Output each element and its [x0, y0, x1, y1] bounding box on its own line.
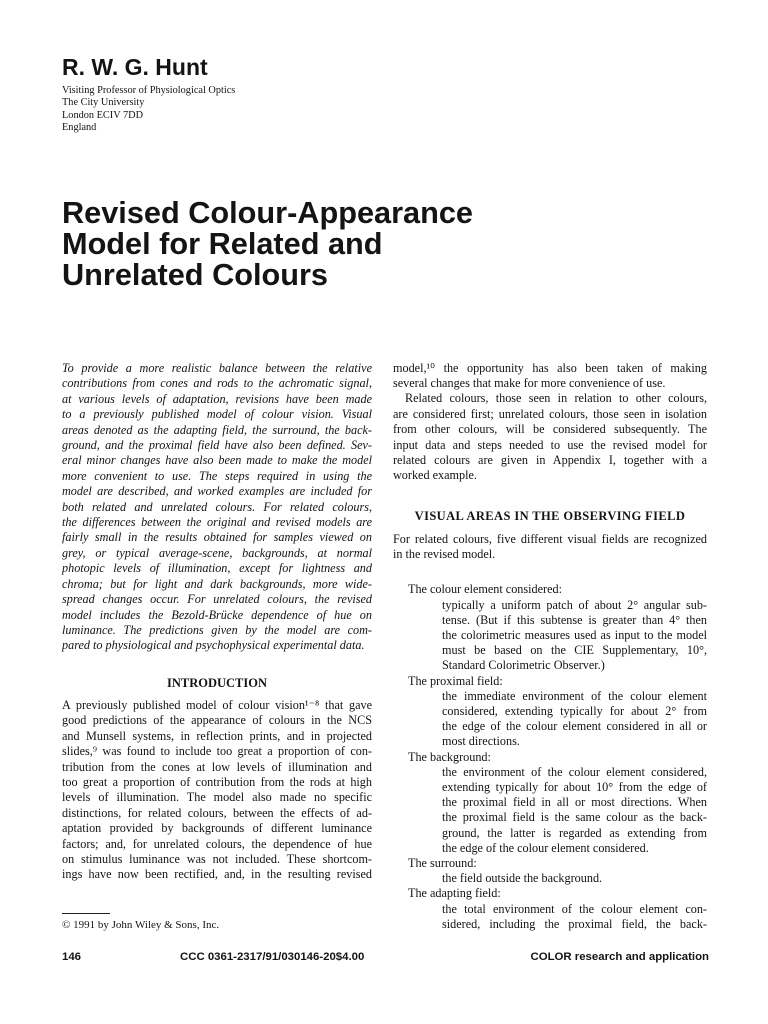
definition-line: the edge of the colour element considered in all or: [442, 719, 707, 734]
definition-line: sidered, including the proximal field, the back-: [442, 916, 707, 931]
field-term: The surround:: [408, 856, 477, 871]
paragraph: [62, 698, 372, 883]
definition-line: the environment of the colour element considered,: [442, 764, 707, 779]
text-line: To provide a more realistic balance between the relative: [62, 361, 372, 375]
footnote-copyright: © 1991 by John Wiley & Sons, Inc.: [62, 918, 220, 931]
text-line: contributions from cones and rods to the achromatic signal,: [62, 376, 372, 391]
text-line: in the revised model.: [393, 547, 496, 562]
text-line: chroma; but for light and dark backgrounds, more wide-: [62, 576, 372, 591]
text-line: related colours are given in Appendix I, together with a: [393, 452, 707, 467]
field-definition: [393, 902, 707, 932]
text-line: levels of illumination. The model also made no specific: [62, 790, 372, 805]
field-definition: [393, 765, 707, 856]
definition-line: considered, extending typically for about 2° from: [442, 704, 707, 719]
definition-line: most directions.: [442, 734, 520, 749]
definition-line: the proximal field is the same colour as the back-: [442, 810, 707, 825]
text-line: photopic levels of illumination, except for lightness and: [62, 561, 372, 576]
text-line: ings have now been rectified, and, in the resulting revised: [62, 867, 372, 882]
text-line: spread changes occur. For unrelated colours, the revised: [62, 592, 372, 607]
author-affiliation: [62, 85, 235, 135]
affiliation-line: England: [62, 122, 97, 134]
affiliation-line: The City University: [62, 97, 145, 109]
text-line: model includes the Bezold-Brücke dependence of hue on: [62, 607, 372, 622]
field-term: The proximal field:: [408, 673, 503, 688]
text-line: factors; and, for unrelated colours, the dependence of hue: [62, 836, 372, 851]
definition-line: the immediate environment of the colour element: [442, 688, 707, 703]
paragraph: [393, 391, 707, 483]
article-code: CCC 0361-2317/91/030146-20$4.00: [180, 950, 365, 963]
field-definition: [393, 689, 707, 750]
text-line: both related and unrelated colours. For related colours,: [62, 499, 372, 514]
abstract: [62, 361, 372, 654]
text-line: tribution from the cones at low levels of illumination and: [62, 759, 372, 774]
author-name: R. W. G. Hunt: [62, 54, 208, 80]
article-title: [62, 197, 473, 290]
definition-line: tense. (But if this subtense is greater than 4° then: [442, 612, 707, 627]
text-line: model,¹⁰ the opportunity has also been taken of making: [393, 360, 707, 375]
title-line: Unrelated Colours: [62, 257, 328, 292]
introduction-text: [62, 698, 372, 883]
text-line: model are described, and worked examples are included for: [62, 484, 372, 499]
field-term: The colour element considered:: [408, 582, 562, 597]
definition-line: typically a uniform patch of about 2° angular sub-: [442, 597, 707, 612]
text-line: eral minor changes have also been made to make the model: [62, 453, 372, 468]
text-line: the differences between the original and revised models are: [62, 515, 372, 530]
affiliation-line: Visiting Professor of Physiological Optics: [62, 85, 236, 96]
text-line: more convenient to use. The steps required in using the: [62, 468, 372, 483]
text-line: distinctions, for related colours, between the effects of ad-: [62, 805, 372, 820]
paragraph: [62, 361, 372, 654]
definition-line: extending typically for about 10° from the edge of: [442, 780, 707, 795]
text-line: ground, and the proximal field have also been defined. Sev-: [62, 438, 372, 453]
text-line: areas denoted as the adapting field, the surround, the back-: [62, 422, 372, 437]
page-number: 146: [62, 950, 82, 963]
paragraph: [393, 361, 707, 392]
text-line: from other colours, will be considered subsequently. The: [393, 422, 707, 437]
text-line: A previously published model of colour vision¹⁻⁸ that gave: [62, 698, 372, 712]
definition-line: the edge of the colour element considered.: [442, 840, 649, 855]
text-line: to a previously published model of colour vision. Visual: [62, 407, 372, 422]
field-term: The adapting field:: [408, 886, 501, 901]
paragraph: [393, 532, 707, 563]
text-line: at various levels of adaptation, revisions have been made: [62, 391, 372, 406]
definition-line: Standard Colorimetric Observer.): [442, 658, 605, 673]
text-line: on stimulus luminance was not included. These shortcom-: [62, 852, 372, 867]
text-line: good predictions of the appearance of colours in the NCS: [62, 713, 372, 728]
text-line: too great a proportion of contribution from the rods at high: [62, 775, 372, 790]
section-heading-introduction: INTRODUCTION: [166, 676, 267, 690]
title-line: Model for Related and: [62, 226, 383, 261]
field-definition: [393, 598, 707, 674]
field-term: The background:: [408, 749, 491, 764]
text-line: aptation provided by backgrounds of different luminance: [62, 821, 372, 836]
text-line: input data and steps needed to use the revised model for: [393, 437, 707, 452]
text-line: grey, or typical average-scene, backgrounds, at normal: [62, 545, 372, 560]
visual-fields-list: [393, 582, 707, 932]
page-footer: [62, 950, 709, 965]
footnote-rule: [62, 913, 110, 914]
definition-line: must be based on the CIE Supplementary, 10°,: [442, 643, 707, 658]
text-line: worked example.: [393, 468, 477, 483]
text-line: pared to physiological and psychophysical experimental data.: [62, 638, 365, 653]
field-definition: [393, 871, 707, 886]
definition-line: ground, the latter is regarded as extending from: [442, 825, 707, 840]
title-line: Revised Colour-Appearance: [62, 195, 473, 230]
text-line: and Munsell systems, in reflection prints, and in projected: [62, 728, 372, 743]
definition-line: the total environment of the colour element con-: [442, 901, 707, 916]
text-line: slides,⁹ was found to include too great a proportion of con-: [62, 744, 372, 759]
definition-line: the field outside the background.: [442, 871, 603, 886]
text-line: fairly small in the results obtained for samples viewed on: [62, 530, 372, 545]
section-heading-visual-areas: VISUAL AREAS IN THE OBSERVING FIELD: [414, 509, 686, 523]
journal-name: COLOR research and application: [530, 950, 709, 963]
text-line: several changes that make for more convenience of use.: [393, 375, 666, 390]
text-line: Related colours, those seen in relation to other colours,: [405, 391, 707, 406]
definition-line: the proximal field in all or most directions. When: [442, 795, 707, 810]
visual-areas-intro: [393, 532, 707, 563]
text-line: luminance. The predictions given by the model are com-: [62, 622, 372, 637]
text-line: are considered first; unrelated colours, those seen in isolation: [393, 406, 707, 421]
affiliation-line: London ECIV 7DD: [62, 109, 144, 121]
text-line: For related colours, five different visual fields are recognized: [393, 532, 707, 546]
definition-line: the colorimetric measures used as input to the model: [442, 628, 707, 642]
introduction-continued: [393, 361, 707, 484]
